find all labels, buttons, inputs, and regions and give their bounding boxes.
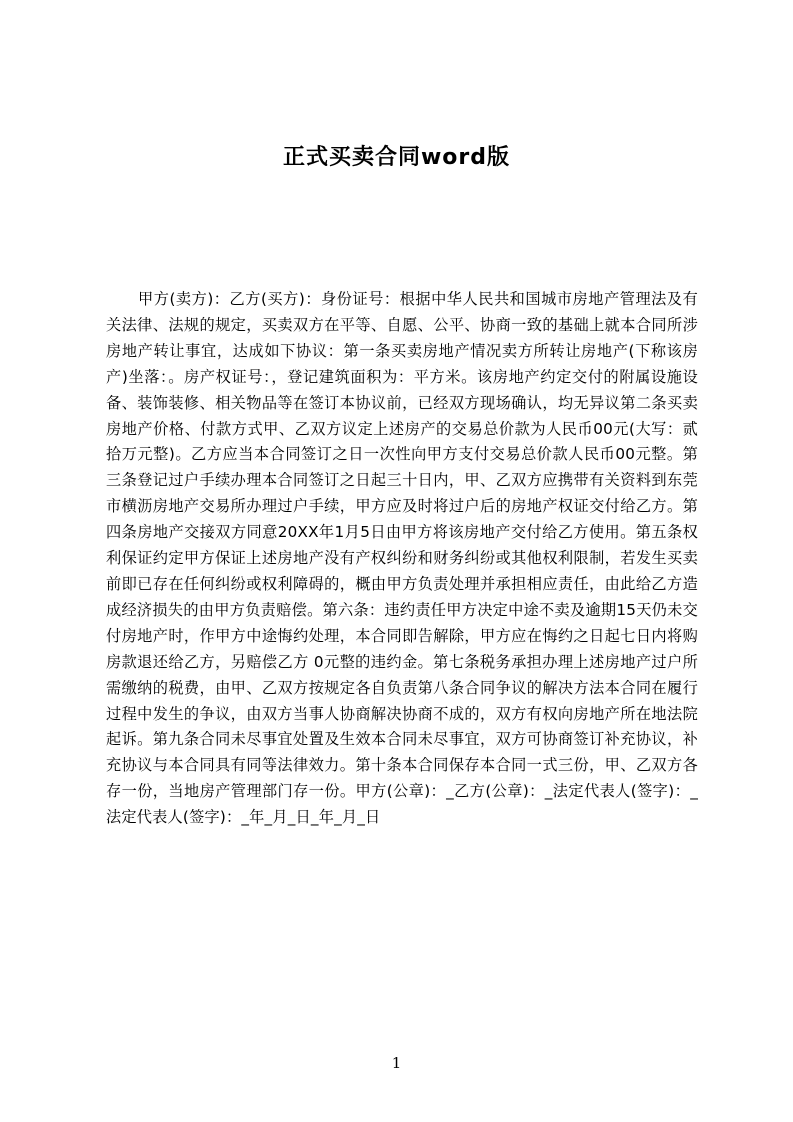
- document-title: 正式买卖合同word版: [282, 145, 511, 170]
- contract-body-paragraph: 甲方(卖方)：乙方(买方)：身份证号：根据中华人民共和国城市房地产管理法及有关法律、法规的规定，买卖双方在平等、自愿、公平、协商一致的基础上就本合同所涉房地产转让事宜，达成如下协议：第一条买卖房地产情况卖方所转让房地产(下称该房产)坐落：。房产权证号：，登记建筑面积为：平方米。该房地产约定交付的附属设施设备、装饰装修、相关物品等在签订本协议前，已经双方现场确认，均无异议第二条买卖房地产价格、付款方式甲、乙双方议定上述房产的交易总价款为人民币00元(大写：贰拾万元整)。乙方应当本合同签订之日一次性向甲方支付交易总价款人民币00元整。第三条登记过户手续办理本合同签订之日起三十日内，甲、乙双方应携带有关资料到东莞市横沥房地产交易所办理过户手续，甲方应及时将过户后的房地产权证交付给乙方。第四条房地产交接双方同意20XX年1月5日由甲方将该房地产交付给乙方使用。第五条权利保证约定甲方保证上述房地产没有产权纠纷和财务纠纷或其他权利限制，若发生买卖前即已存在任何纠纷或权利障碍的，概由甲方负责处理并承担相应责任，由此给乙方造成经济损失的由甲方负责赔偿。第六条：违约责任甲方决定中途不卖及逾期15天仍未交付房地产时，作甲方中途悔约处理，本合同即告解除，甲方应在悔约之日起七日内将购房款退还给乙方，另赔偿乙方 0元整的违约金。第七条税务承担办理上述房地产过户所需缴纳的税费，由甲、乙双方按规定各自负责第八条合同争议的解决方法本合同在履行过程中发生的争议，由双方当事人协商解决协商不成的，双方有权向房地产所在地法院起诉。第九条合同未尽事宜处置及生效本合同未尽事宜，双方可协商签订补充协议，补充协议与本合同具有同等法律效力。第十条本合同保存本合同一式三份，甲、乙双方各存一份，当地房产管理部门存一份。甲方(公章)：_乙方(公章)：_法定代表人(签字)：_法定代表人(签字)：_年_月_日_年_月_日: [106, 290, 698, 827]
- page-number: 1: [391, 1054, 402, 1072]
